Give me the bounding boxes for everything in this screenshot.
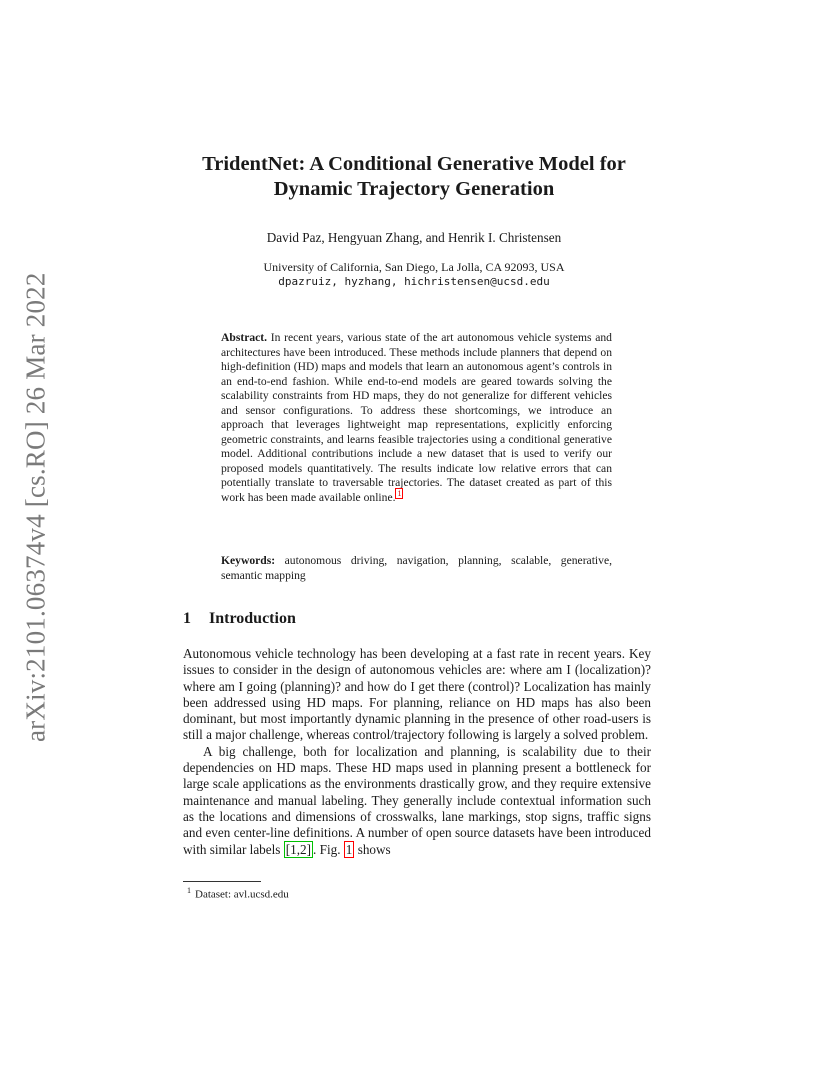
arxiv-identifier-stamp[interactable]: arXiv:2101.06374v4 [cs.RO] 26 Mar 2022 xyxy=(20,272,51,743)
body-text xyxy=(183,646,651,858)
footnote-link[interactable]: 1 xyxy=(397,489,402,499)
citation-link[interactable]: [1,2] xyxy=(285,841,312,857)
keywords xyxy=(221,554,612,583)
abstract-label: Abstract. xyxy=(221,331,268,344)
paragraph-2-text: A big challenge, both for localization and planning, is scalability due to their dependencies on HD maps. These HD maps used in planning present a bottleneck for large scale applications as the environments drastically grow, and they require extensive maintenance and manual labeling. They generally include contextual information such as the locations and dimensions of crosswalks, lane markings, stop signs, traffic signs and even center-line definitions. A number of open source datasets have been introduced with similar labels xyxy=(183,743,651,857)
paragraph-2-end: shows xyxy=(357,841,391,857)
keywords-text: autonomous driving, navigation, planning, scalable, generative, semantic mapping xyxy=(221,554,612,582)
affiliation: University of California, San Diego, La Jolla, CA 92093, USA xyxy=(263,260,565,274)
paragraph-2-mid: . Fig. xyxy=(313,841,341,857)
paragraph-2 xyxy=(183,744,651,858)
figure-link[interactable]: 1 xyxy=(345,841,353,857)
keywords-label: Keywords: xyxy=(221,554,276,567)
paper-title xyxy=(150,152,678,202)
author-list: David Paz, Hengyuan Zhang, and Henrik I. Christensen xyxy=(266,230,562,245)
abstract xyxy=(221,331,612,506)
author-emails[interactable]: dpazruiz, hyzhang, hichristensen@ucsd.edu xyxy=(278,275,550,288)
section-title-text: Introduction xyxy=(209,610,296,627)
abstract-text: In recent years, various state of the art autonomous vehicle systems and architectures have been introduced. These methods include planners that depend on high-definition (HD) maps and models that learn an autonomous agent’s controls in an end-to-end fashion. While end-to-end models are geared towards solving the scalability constraints from HD maps, they do not generalize for different vehicles and sensor configurations. To address these shortcomings, we introduce an approach that leverages lightweight map representations, explicitly enforcing geometric constraints, and learns feasible trajectories using a conditional generative model. Additional contributions include a new dataset that is used to verify our proposed models quantitatively. The results indicate low relative errors that can potentially translate to traversable trajectories. The dataset created as part of this work has been made available online. xyxy=(221,331,612,505)
footnote-text: Dataset: avl.ucsd.edu xyxy=(195,888,289,901)
footnote-mark: 1 xyxy=(187,886,191,895)
footnote-rule xyxy=(183,881,261,882)
section-heading xyxy=(183,610,296,628)
title-line-1: TridentNet: A Conditional Generative Model for xyxy=(202,153,626,175)
footnote xyxy=(187,886,289,901)
section-number: 1 xyxy=(183,610,191,627)
title-line-2: Dynamic Trajectory Generation xyxy=(273,178,555,200)
paragraph-1: Autonomous vehicle technology has been developing at a fast rate in recent years. Key issues to consider in the design of autonomous vehicles are: where am I (localization)? where am I going (planning)? and how do I get there (control)? Localization has mainly been addressed using HD maps. For planning, reliance on HD maps has also been dominant, but most importantly dynamic planning in the presence of other road-users is still a major challenge, whereas control/trajectory following is largely a solved problem. xyxy=(183,646,651,743)
